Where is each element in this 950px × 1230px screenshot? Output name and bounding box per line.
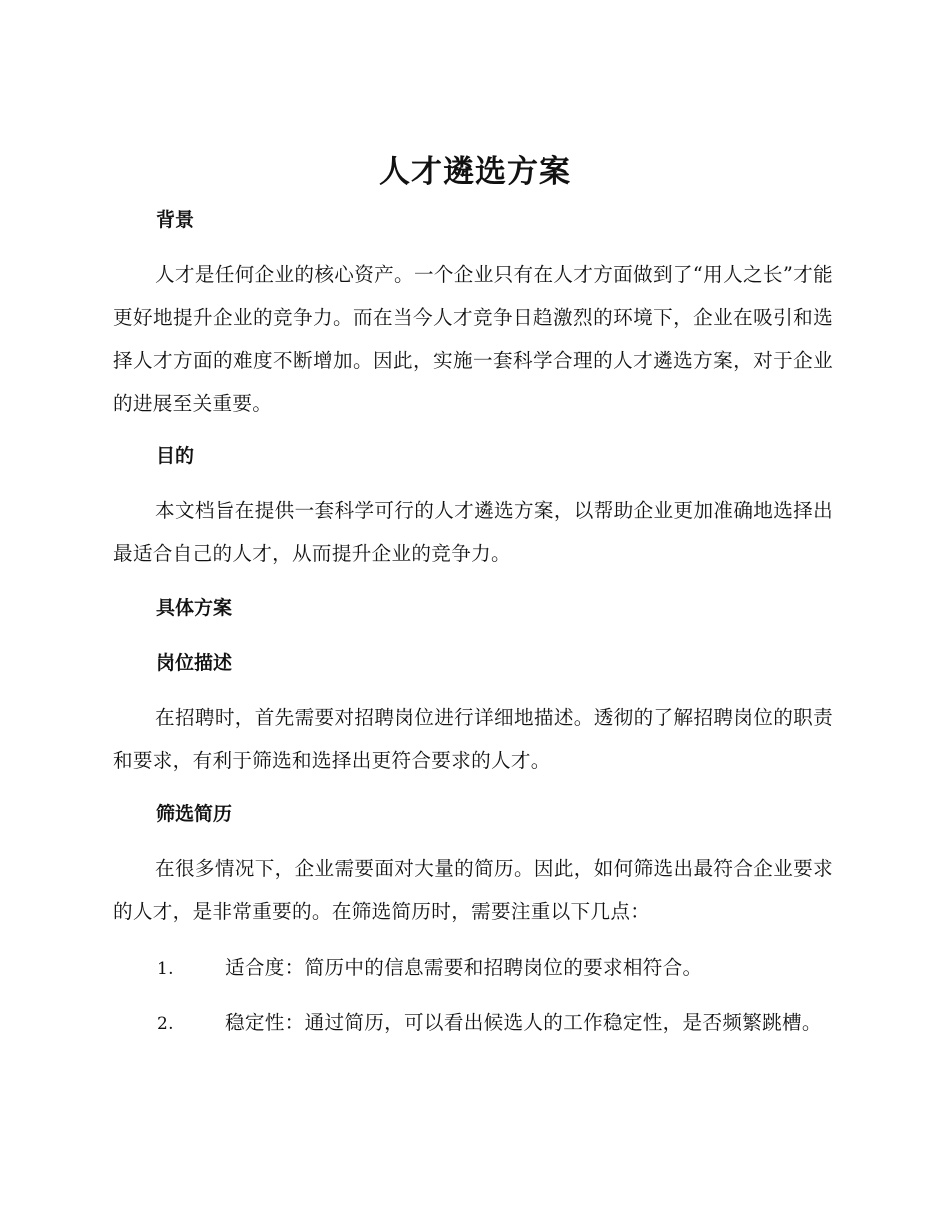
list-item-text: 稳定性：通过简历，可以看出候选人的工作稳定性，是否频繁跳槽。 — [225, 1011, 822, 1034]
paragraph-purpose: 本文档旨在提供一套科学可行的人才遴选方案，以帮助企业更加准确地选择出最适合自己的人才，从而提升企业的竞争力。 — [113, 499, 833, 565]
heading-background: 背景 — [156, 209, 195, 231]
paragraph-job-description: 在招聘时，首先需要对招聘岗位进行详细地描述。透彻的了解招聘岗位的职责和要求，有利于筛选和选择出更符合要求的人才。 — [113, 706, 833, 772]
list-item — [113, 946, 833, 991]
paragraph-background: 人才是任何企业的核心资产。一个企业只有在人才方面做到了“用人之长”才能更好地提升企业的竞争力。而在当今人才竞争日趋激烈的环境下，企业在吸引和选择人才方面的难度不断增加。因此，实施一套科学合理的人才遴选方案，对于企业的进展至关重要。 — [113, 263, 833, 415]
heading-resume-screening: 筛选简历 — [156, 803, 233, 825]
paragraph-resume-screening: 在很多情况下，企业需要面对大量的简历。因此，如何筛选出最符合企业要求的人才，是非常重要的。在筛选简历时，需要注重以下几点： — [113, 857, 833, 923]
heading-plan: 具体方案 — [156, 597, 233, 619]
list-item-number: 2. — [157, 1014, 174, 1034]
list-item — [113, 1001, 833, 1046]
list-item-number: 1. — [157, 959, 174, 979]
document-title: 人才遴选方案 — [379, 154, 571, 190]
list-item-text: 适合度：简历中的信息需要和招聘岗位的要求相符合。 — [225, 956, 703, 979]
heading-purpose: 目的 — [156, 445, 195, 467]
heading-job-description: 岗位描述 — [156, 652, 233, 674]
